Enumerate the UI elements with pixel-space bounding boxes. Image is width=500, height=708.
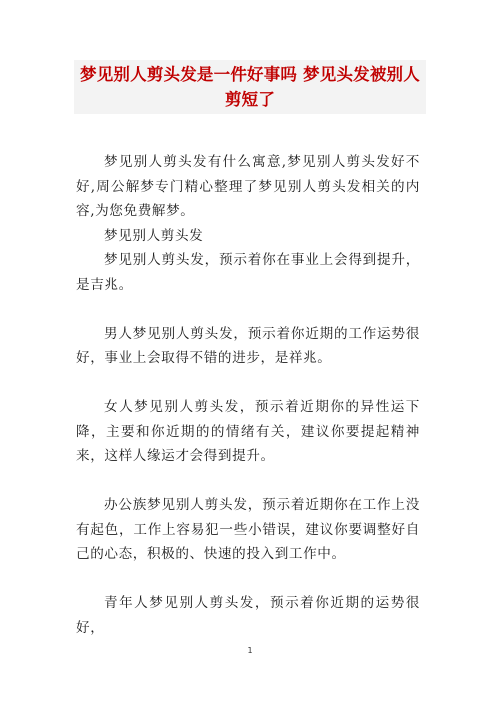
paragraph-young-people: 青年人梦见别人剪头发，预示着你近期的运势很好， xyxy=(76,595,420,636)
document-body xyxy=(76,150,420,640)
document-title: 梦见别人剪头发是一件好事吗 梦见头发被别人剪短了 xyxy=(80,65,420,109)
paragraph-women: 女人梦见别人剪头发，预示着近期你的异性运下降，主要和你近期的的情绪有关，建议你要提起精神来，这样人缘运才会得到提升。 xyxy=(76,399,420,464)
paragraph-office-workers: 办公族梦见别人剪头发，预示着近期你在工作上没有起色，工作上容易犯一些小错误，建议你要调整好自己的心态，积极的、快速的投入到工作中。 xyxy=(76,497,420,562)
paragraph-general: 梦见别人剪头发，预示着你在事业上会得到提升，是吉兆。 xyxy=(76,252,420,293)
page-number: 1 xyxy=(247,646,253,655)
paragraph-men: 男人梦见别人剪头发，预示着你近期的工作运势很好，事业上会取得不错的进步，是祥兆。 xyxy=(76,325,420,366)
section-heading: 梦见别人剪头发 xyxy=(104,227,204,244)
intro-paragraph: 梦见别人剪头发有什么寓意,梦见别人剪头发好不好,周公解梦专门精心整理了梦见别人剪头发相关的内容,为您免费解梦。 xyxy=(76,154,420,219)
